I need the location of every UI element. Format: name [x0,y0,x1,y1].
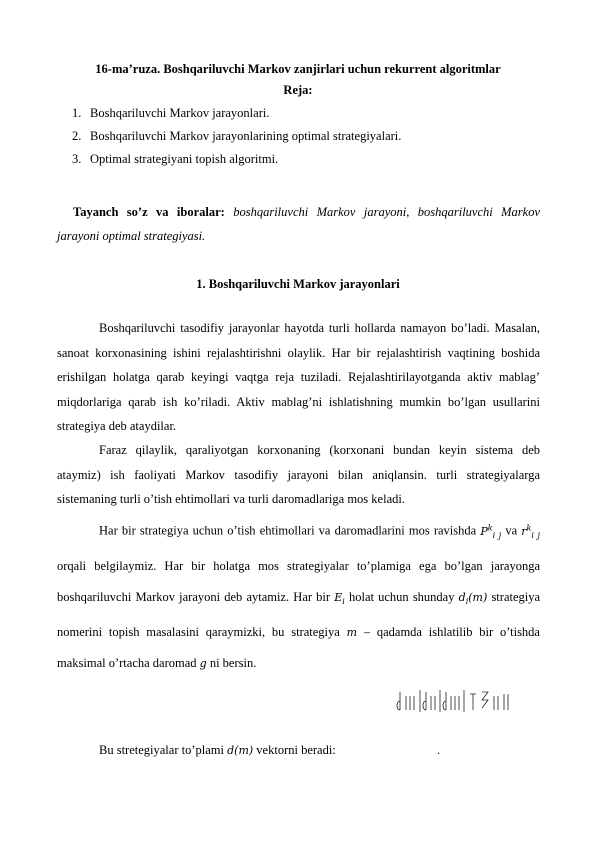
keywords-paragraph [57,200,540,248]
p3-text-e: strategiya nomerini topish masalasini qaraymizki, bu strategiya [57,589,541,640]
keywords-label: Tayanch so’z va iboralar: [73,205,225,219]
p-ij-k-symbol: $P^k_{i j}$ [480,523,502,540]
p3-text-b: va [505,523,518,538]
plan-item-number: 2. [72,129,82,143]
plan-item-text: Boshqariluvchi Markov jarayonlarining optimal strategiyalari. [90,129,402,143]
d-i-m-symbol: $d_i(m)$ [458,590,488,607]
m-symbol: m [346,626,358,640]
plan-item [72,129,401,144]
keywords-text: boshqariluvchi Markov jarayoni, boshqariluvchi Markov jarayoni optimal strategiyasi. [57,205,541,243]
plan-heading: Reja: [283,83,313,97]
section-title: 1. Boshqariluvchi Markov jarayonlari [196,277,400,291]
lecture-title: 16-ma’ruza. Boshqariluvchi Markov zanjirlari uchun rekurrent algoritmlar [95,62,501,76]
formula-image [396,686,526,716]
r-ij-k-symbol: $r^k_{i j}$ [521,523,540,540]
paragraph-2: Faraz qilaylik, qaraliyotgan korxonaning (korxonani bundan keyin sistema deb ataymiz) ish faoliyati Markov tasodifiy jarayoni bilan aniqlansin. turli strategiyalarga sistemaning turli o’tish ehtimollari va turli daromadlariga mos keladi. [57,443,540,506]
p3-text-f: – qadamda ishlatilib bir o’tishda maksimal o’rtacha daromad [57,625,540,671]
p4-end: . [437,743,441,757]
p4-text-b: vektorni beradi: [256,743,336,757]
plan-item-number: 1. [72,106,82,120]
p4-text-a: Bu stretegiyalar to’plami [99,743,224,757]
p3-text-a: Har bir strategiya uchun o’tish ehtimollari va daromadlarini mos ravishda [99,523,477,538]
plan-item-text: Optimal strategiyani topish algoritmi. [90,152,279,166]
plan-item [72,106,269,121]
paragraph-3 [57,512,540,679]
p3-text-c: orqali belgilaymiz. Har bir holatga mos strategiyalar to’plamiga ega bo’lgan jarayonga boshqariluvchi Markov jarayoni deb aytamiz. Har bir [57,558,540,604]
p3-text-d: holat uchun shunday [348,589,455,604]
plan-item-text: Boshqariluvchi Markov jarayonlari. [90,106,270,120]
paragraph-1: Boshqariluvchi tasodifiy jarayonlar hayotda turli hollarda namayon bo’ladi. Masalan, sanoat korxonasining ishini rejalashtirishni olaylik. Har bir rejalashtirish vaqtining boshida erishilgan holatga qarab keyingi vaqtga reja tuziladi. Rejalashtirilayotganda aktiv mablag’ miqdorlariga qarab ish ko’riladi. Aktiv mablag’ni ishlatishning mumkin bo’lgan usullarini strategiya deb ataydilar. [57,321,540,433]
p3-text-g: ni bersin. [209,656,257,671]
g-symbol: g [199,657,207,671]
plan-item [72,152,278,167]
plan-item-number: 3. [72,152,82,166]
d-m-symbol: d(m) [227,744,254,757]
e-i-symbol: $E_i$ [334,590,345,607]
paragraph-4 [57,738,540,764]
